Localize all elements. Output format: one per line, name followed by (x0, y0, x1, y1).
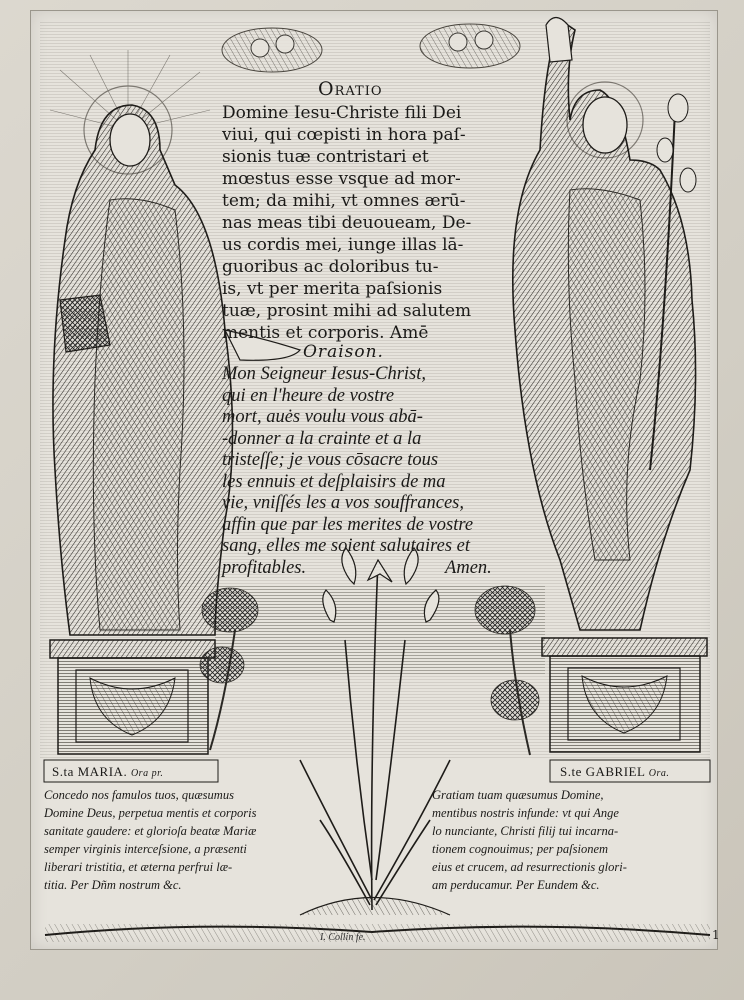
cherubs-left (222, 28, 322, 72)
french-line: qui en l'heure de vostre (222, 385, 395, 406)
french-line: vie, vniſſés les a vos souffrances, (222, 493, 464, 513)
french-line: les ennuis et deſplaisirs de ma (222, 471, 446, 492)
latin-line: Domine Iesu-Christe fili Dei (222, 103, 462, 123)
ground (45, 924, 710, 942)
footer-left-line: sanitate gaudere: et glorioſa beatæ Mariæ (44, 824, 257, 838)
french-heading-text: Oraison. (303, 342, 384, 362)
latin-line: sionis tuæ contristari et (222, 147, 429, 167)
footer-right-line: Gratiam tuam quæsumus Domine, (432, 788, 604, 802)
footer-right-line: tionem cognouimus; per paſsionem (432, 842, 609, 856)
latin-line: guoribus ac doloribus tu- (222, 257, 439, 277)
latin-line: nas meas tibi deuoueam, De- (222, 213, 472, 233)
french-amen: Amen. (445, 557, 492, 578)
latin-line: tem; da mihi, vt omnes ærū- (222, 191, 466, 211)
footer-left-line: semper virginis interceſsione, a præsenti (44, 842, 247, 856)
footer-right-line: am perducamur. Per Eundem &c. (432, 878, 600, 892)
latin-line: mœstus esse vsque ad mor- (222, 169, 461, 189)
footer-right-prayer (432, 786, 627, 894)
latin-heading-text: Oratio (318, 78, 383, 100)
cherubs-right (420, 24, 520, 68)
right-pedestal (542, 638, 707, 752)
latin-prayer-body (222, 102, 471, 344)
left-caption (52, 764, 163, 780)
latin-line: mentis et corporis. Amē (222, 323, 429, 343)
latin-line: viui, qui cœpisti in hora paſ- (222, 125, 466, 145)
footer-left-line: titia. Per Dñm nostrum &c. (44, 878, 182, 892)
french-prayer-body (222, 364, 492, 579)
right-caption (560, 764, 669, 780)
latin-line: tuæ, prosint mihi ad salutem (222, 301, 472, 321)
right-caption-name: S.te GABRIEL (560, 764, 645, 779)
left-pedestal (50, 640, 215, 754)
french-line: sang, elles me soient salutaires et (222, 536, 471, 556)
footer-left-line: Concedo nos famulos tuos, quæsumus (44, 788, 234, 802)
footer-left-line: liberari tristitia, et æterna perfrui læ- (44, 860, 233, 874)
footer-left-prayer (44, 786, 256, 894)
latin-heading (318, 78, 383, 100)
french-line: mort, auės voulu vous abā- (222, 407, 423, 427)
french-line: Mon Seigneur Iesus-Christ, (222, 364, 426, 384)
french-line-last: profitables. (222, 557, 307, 578)
page-number: 1 (712, 928, 720, 942)
right-caption-suffix: Ora. (648, 768, 670, 779)
latin-line: us cordis mei, iunge illas lā- (222, 235, 464, 255)
footer-right-line: lo nunciante, Christi filij tui incarna- (432, 824, 619, 838)
footer-left-line: Domine Deus, perpetua mentis et corporis (44, 806, 257, 820)
footer-right-line: mentibus nostris infunde: vt qui Ange (432, 806, 619, 820)
french-line (222, 558, 492, 580)
french-heading (303, 342, 384, 362)
french-line: -donner a la crainte et a la (222, 428, 422, 449)
latin-line: is, vt per merita paſsionis (222, 279, 443, 299)
left-caption-name: S.ta MARIA. (52, 764, 128, 779)
footer-right-line: eius et crucem, ad resurrectionis glori- (432, 860, 627, 874)
french-line: affin que par les merites de vostre (222, 514, 474, 535)
french-line: tristeſſe; je vous cōsacre tous (222, 450, 439, 470)
engraver-signature: I. Collin fe. (320, 932, 366, 943)
left-caption-suffix: Ora pr. (130, 768, 164, 779)
